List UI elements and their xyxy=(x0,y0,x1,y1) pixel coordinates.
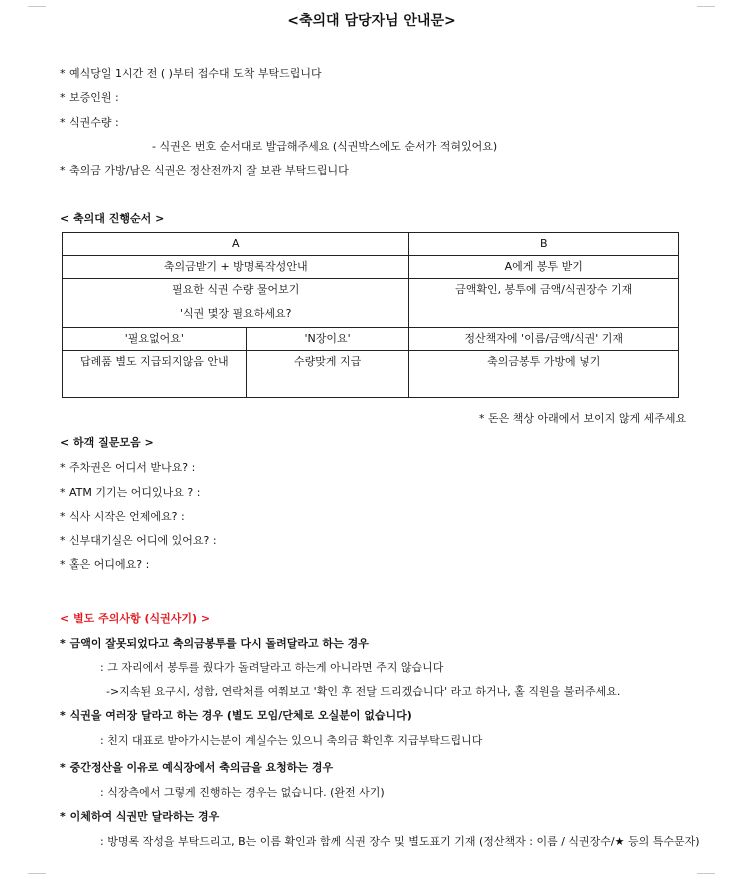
table-header-b: B xyxy=(409,233,679,256)
page-corner-mark xyxy=(28,873,46,874)
table-cell: 금액확인, 봉투에 금액/식권장수 기재 xyxy=(409,279,679,328)
caution-case-multiple-tickets-answer: : 친지 대표로 받아가시는분이 계실수는 있으니 축의금 확인후 지급부탁드립니다 xyxy=(100,734,483,747)
table-cell: 정산책자에 '이름/금액/식권' 기재 xyxy=(409,328,679,351)
caution-case-interim-settlement-answer: : 식장측에서 그렇게 진행하는 경우는 없습니다. (완전 사기) xyxy=(100,786,385,799)
table-row xyxy=(63,279,679,328)
page-corner-mark xyxy=(28,6,46,7)
table-cell: A에게 봉투 받기 xyxy=(409,256,679,279)
table-row xyxy=(63,328,679,351)
faq-item: * 홀은 어디에요? : xyxy=(60,558,150,571)
faq-heading: < 하객 질문모음 > xyxy=(60,436,154,449)
table-row xyxy=(63,233,679,256)
caution-heading: < 별도 주의사항 (식권사기) > xyxy=(60,612,211,625)
table-row xyxy=(63,256,679,279)
caution-case-multiple-tickets: * 식권을 여러장 달라고 하는 경우 (별도 모임/단체로 오실분이 없습니다) xyxy=(60,709,412,722)
table-header-a: A xyxy=(63,233,409,256)
page-title: <축의대 담당자님 안내문> xyxy=(287,13,456,29)
caution-case-refund-answer: : 그 자리에서 봉투를 줬다가 돌려달라고 하는게 아니라면 주지 않습니다 xyxy=(100,661,444,674)
notice-ticket-count: * 식권수량 : xyxy=(60,116,119,129)
caution-case-interim-settlement: * 중간정산을 이유로 예식장에서 축의금을 요청하는 경우 xyxy=(60,761,334,774)
caution-case-transfer: * 이체하여 식권만 달라하는 경우 xyxy=(60,810,220,823)
process-footnote: * 돈은 책상 아래에서 보이지 않게 세주세요 xyxy=(479,412,687,425)
table-cell: 축의금받기 + 방명록작성안내 xyxy=(63,256,409,279)
table-cell: 수량맞게 지급 xyxy=(246,351,409,398)
caution-case-refund-followup: ->지속된 요구시, 성함, 연락처를 여쭤보고 '확인 후 전달 드리겠습니다' 라고 하거나, 홀 직원을 불러주세요. xyxy=(106,685,621,698)
table-cell: '필요없어요' xyxy=(63,328,247,351)
notice-guaranteed-guests: * 보증인원 : xyxy=(60,91,119,104)
faq-item: * 식사 시작은 언제에요? : xyxy=(60,510,185,523)
notice-bag-storage: * 축의금 가방/남은 식권은 정산전까지 잘 보관 부탁드립니다 xyxy=(60,164,349,177)
process-table xyxy=(62,232,679,398)
caution-case-refund: * 금액이 잘못되었다고 축의금봉투를 다시 돌려달라고 하는 경우 xyxy=(60,637,369,650)
caution-case-transfer-answer: : 방명록 작성을 부탁드리고, B는 이름 확인과 함께 식권 장수 및 별도표기 기재 (정산책자 : 이름 / 식권장수/★ 등의 특수문자) xyxy=(100,835,700,848)
faq-item: * ATM 기기는 어디있나요 ? : xyxy=(60,486,201,499)
process-heading: < 축의대 진행순서 > xyxy=(60,212,165,225)
faq-item: * 신부대기실은 어디에 있어요? : xyxy=(60,534,217,547)
table-row xyxy=(63,351,679,398)
table-cell xyxy=(63,279,409,328)
table-cell-line: '식권 몇장 필요하세요? xyxy=(179,307,292,320)
faq-item: * 주차권은 어디서 받나요? : xyxy=(60,461,196,474)
table-cell: 답례품 별도 지급되지않음 안내 xyxy=(63,351,247,398)
notice-arrival-time: * 예식당일 1시간 전 ( )부터 접수대 도착 부탁드립니다 xyxy=(60,67,322,80)
page-corner-mark xyxy=(697,6,715,7)
page-corner-mark xyxy=(697,873,715,874)
table-cell-line: 필요한 식권 수량 물어보기 xyxy=(172,283,300,296)
table-cell: 'N장이요' xyxy=(246,328,409,351)
table-cell: 축의금봉투 가방에 넣기 xyxy=(409,351,679,398)
notice-ticket-order: - 식권은 번호 순서대로 발급해주세요 (식권박스에도 순서가 적혀있어요) xyxy=(152,140,498,153)
